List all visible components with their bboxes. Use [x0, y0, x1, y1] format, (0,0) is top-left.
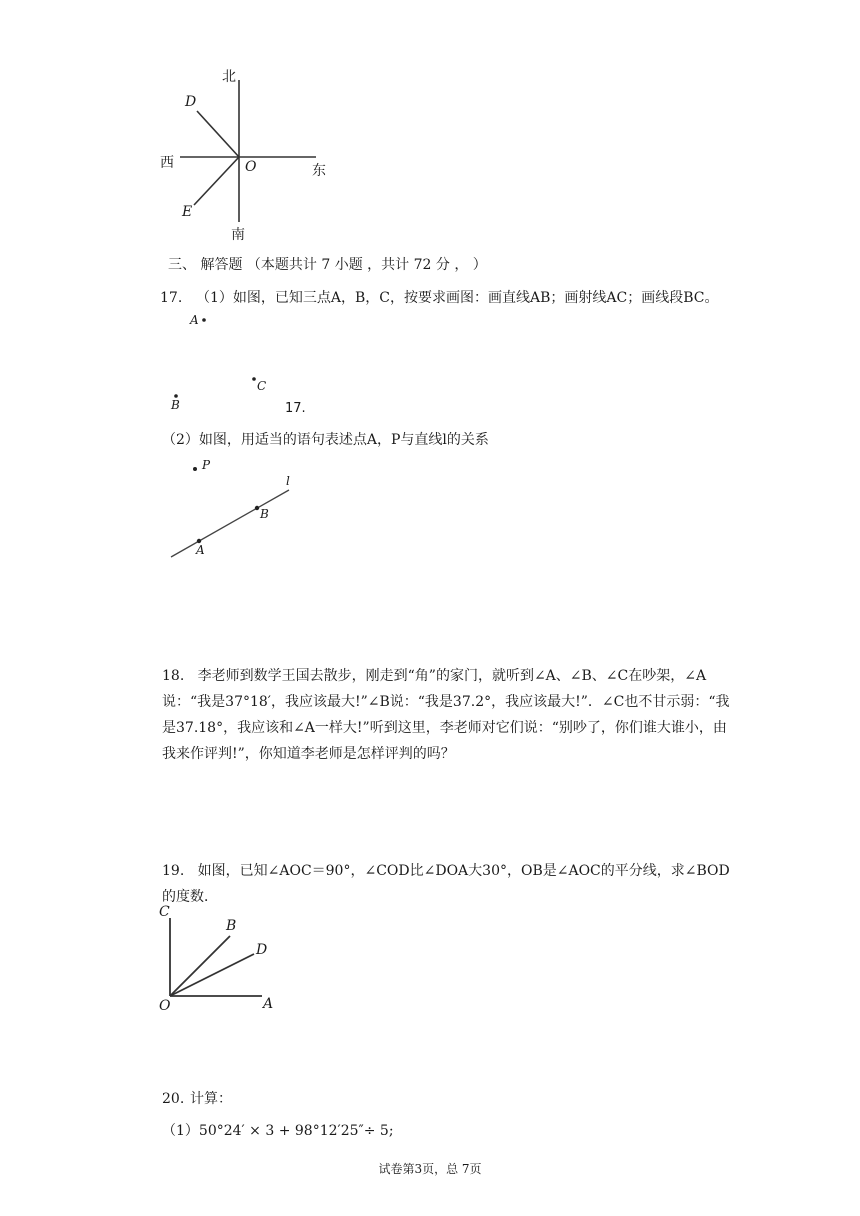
- section-heading: 三、 解答题 （本题共计 7 小题 ，共计 72 分 ， ）: [168, 257, 487, 273]
- q17-part1: （1）如图，已知三点A，B，C，按要求画图：画直线AB；画射线AC；画线段BC。: [196, 290, 719, 306]
- q17-point-a-label: A: [190, 313, 199, 327]
- q17-point-c-label: C: [257, 379, 267, 393]
- angle-fig-c-label: C: [159, 904, 170, 920]
- ray-e-label: E: [182, 204, 193, 220]
- q17-part2: （2）如图，用适当的语句表述点A，P与直线l的关系: [162, 432, 489, 448]
- origin-label: O: [245, 159, 257, 175]
- line-fig-l-label: l: [286, 474, 290, 488]
- page-footer: 试卷第3页，总 7页: [378, 1162, 482, 1176]
- ray-od-angle: [170, 954, 254, 996]
- q17-stray-label: 17.: [285, 401, 306, 416]
- ray-od: [197, 111, 239, 157]
- north-label: 北: [222, 69, 236, 85]
- point-a-dot: [202, 318, 206, 322]
- q19-block: [162, 858, 734, 910]
- angle-fig-b-label: B: [226, 918, 237, 934]
- line-l: [171, 490, 289, 557]
- west-label: 西: [160, 155, 174, 171]
- angle-fig-a-label: A: [263, 996, 274, 1012]
- south-label: 南: [231, 227, 245, 243]
- point-p-dot: [193, 467, 197, 471]
- q18-block: [162, 663, 734, 767]
- q19-text: 如图，已知∠AOC＝90°，∠COD比∠DOA大30°，OB是∠AOC的平分线，求∠BOD的度数．: [162, 863, 730, 905]
- point-c-dot: [252, 377, 256, 381]
- angle-fig-d-label: D: [256, 942, 268, 958]
- q20-title: 计算：: [190, 1091, 232, 1107]
- q17-number: 17.: [160, 290, 183, 306]
- angle-fig-o-label: O: [159, 998, 171, 1014]
- q19-number: 19.: [162, 863, 185, 879]
- line-fig-p-label: P: [202, 458, 211, 472]
- line-fig-b-label: B: [260, 507, 269, 521]
- ray-ob: [170, 936, 230, 996]
- ray-oe: [194, 157, 239, 205]
- q20-number: 20.: [162, 1091, 185, 1107]
- line-fig-a-label: A: [196, 543, 205, 557]
- q17-point-b-label: B: [171, 398, 180, 412]
- east-label: 东: [312, 163, 326, 179]
- q18-number: 18.: [162, 668, 185, 684]
- q18-text: 李老师到数学王国去散步，刚走到“角”的家门，就听到∠A、∠B、∠C在吵架，∠A说：“我是37°18′，我应该最大!”∠B说：“我是37.2°，我应该最大!”．∠C也不甘示弱：“我是37.18°，我应该和∠A一样大!”听到这里，李老师对它们说：“别吵了，你们谁大谁小，由我来作评判!”，你知道李老师是怎样评判的吗？: [162, 668, 730, 762]
- ray-d-label: D: [185, 94, 197, 110]
- point-b2-dot: [255, 506, 259, 510]
- q20-part1: （1）50°24′ × 3 + 98°12′25″÷ 5;: [162, 1123, 394, 1139]
